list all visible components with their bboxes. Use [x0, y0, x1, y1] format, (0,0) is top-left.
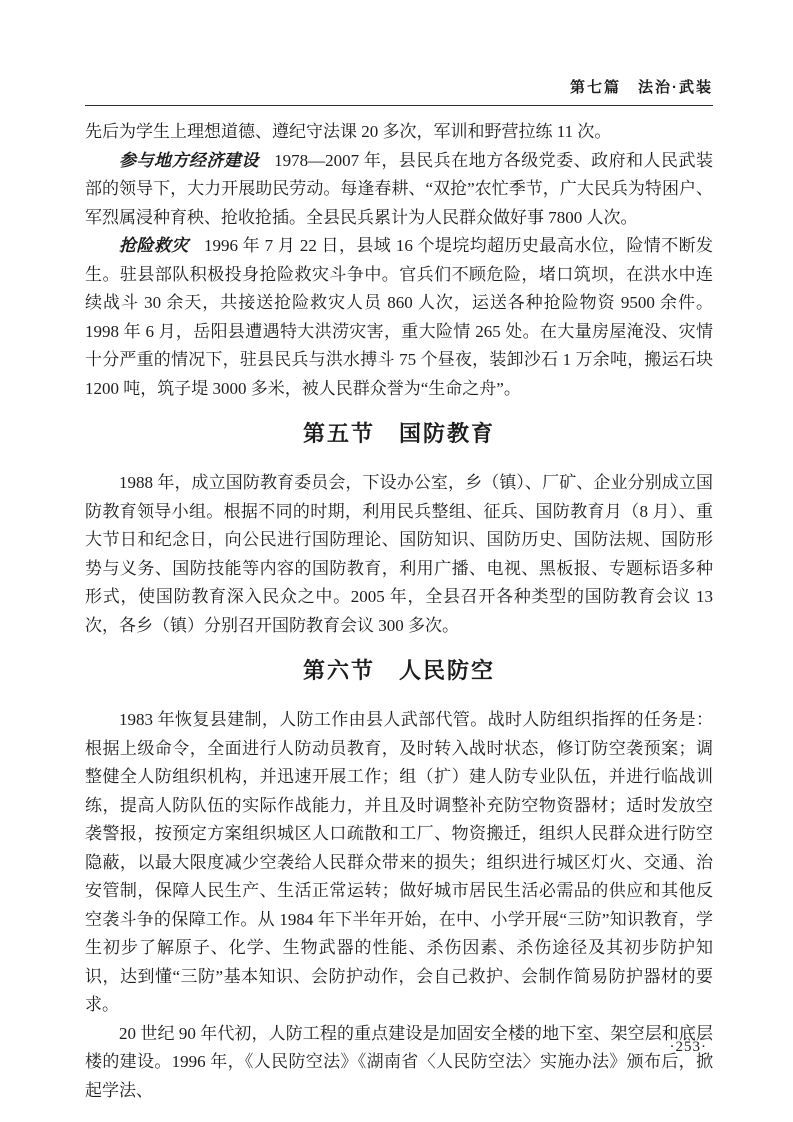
paragraph-rescue-text: 1996 年 7 月 22 日，县域 16 个堤垸均超历史最高水位，险情不断发生。驻县部队积极投身抢险救灾斗争中。官兵们不顾危险，堵口筑坝，在洪水中连续战斗 30 余天，共接送抢险救灾人员 860 人次，运送各种抢险物资 9500 余件。1998 年 6 月，岳阳县遭遇特大洪涝灾害，重大险情 265 处。在大量房屋淹没、灾情十分严重的情况下，驻县民兵与洪水搏斗 75 个昼夜，装卸沙石 1 万余吨，搬运石块 1200 吨，筑子堤 3000 多米，被人民群众誉为“生命之舟”。 [85, 236, 714, 398]
paragraph-defense-education: 1988 年，成立国防教育委员会，下设办公室，乡（镇）、厂矿、企业分别成立国防教育领导小组。根据不同的时期，利用民兵整组、征兵、国防教育月（8 月）、重大节日和纪念日，向公民进行国防理论、国防知识、国防历史、国防法规、国防形势与义务、国防技能等内容的国防教育，利用广播、电视、黑板报、专题标语多种形式，使国防教育深入民众之中。2005 年，全县召开各种类型的国防教育会议 13 次，各乡（镇）分别召开国防教育会议 300 多次。 [85, 473, 713, 635]
paragraph-continuation: 先后为学生上理想道德、遵纪守法课 20 多次，军训和野营拉练 11 次。 [85, 122, 612, 141]
section-heading-national-defense-education: 第五节 国防教育 [302, 421, 495, 446]
section-heading-civil-air-defense: 第六节 人民防空 [302, 658, 495, 683]
paragraph-rescue-lead: 抢险救灾 [119, 236, 189, 255]
paragraph-economy-text: 1978—2007 年，县民兵在地方各级党委、政府和人民武装部的领导下，大力开展助民劳动。每逢春耕、“双抢”农忙季节，广大民兵为特困户、军烈属浸种育秧、抢收抢插。全县民兵累计为人民群众做好事 7800 人次。 [85, 150, 713, 227]
paragraph-civil-air-defense-1: 1983 年恢复县建制，人防工作由县人武部代管。战时人防组织指挥的任务是：根据上级命令，全面进行人防动员教育，及时转入战时状态，修订防空袭预案；调整健全人防组织机构，并迅速开展工作；组（扩）建人防专业队伍，并进行临战训练，提高人防队伍的实际作战能力，并且及时调整补充防空物资器材；适时发放空袭警报，按预定方案组织城区人口疏散和工厂、物资搬迁，组织人民群众进行防空隐蔽，以最大限度减少空袭给人民群众带来的损失；组织进行城区灯火、交通、治安管制，保障人民生产、生活正常运转；做好城市居民生活必需品的供应和其他反空袭斗争的保障工作。从 1984 年下半年开始，在中、小学开展“三防”知识教育，学生初步了解原子、化学、生物武器的性能、杀伤因素、杀伤途径及其初步防护知识，达到懂“三防”基本知识、会防护动作，会自己救护、会制作简易防护器材的要求。 [85, 710, 713, 1014]
page-content [85, 76, 713, 1105]
paragraph-economy [85, 147, 713, 233]
paragraph-economy-lead: 参与地方经济建设 [119, 150, 259, 170]
page-number: ·253· [669, 1039, 707, 1055]
paragraph-rescue [85, 232, 713, 403]
paragraph-civil-air-defense-2: 20 世纪 90 年代初，人防工程的重点建设是加固安全楼的地下室、架空层和底层楼的建设。1996 年，《人民防空法》《湖南省〈人民防空法〉实施办法》颁布后，掀起学法、 [85, 1023, 713, 1100]
body-text [85, 118, 713, 1105]
running-header [85, 76, 713, 106]
chapter-title: 第七篇 法治·武装 [570, 79, 713, 96]
